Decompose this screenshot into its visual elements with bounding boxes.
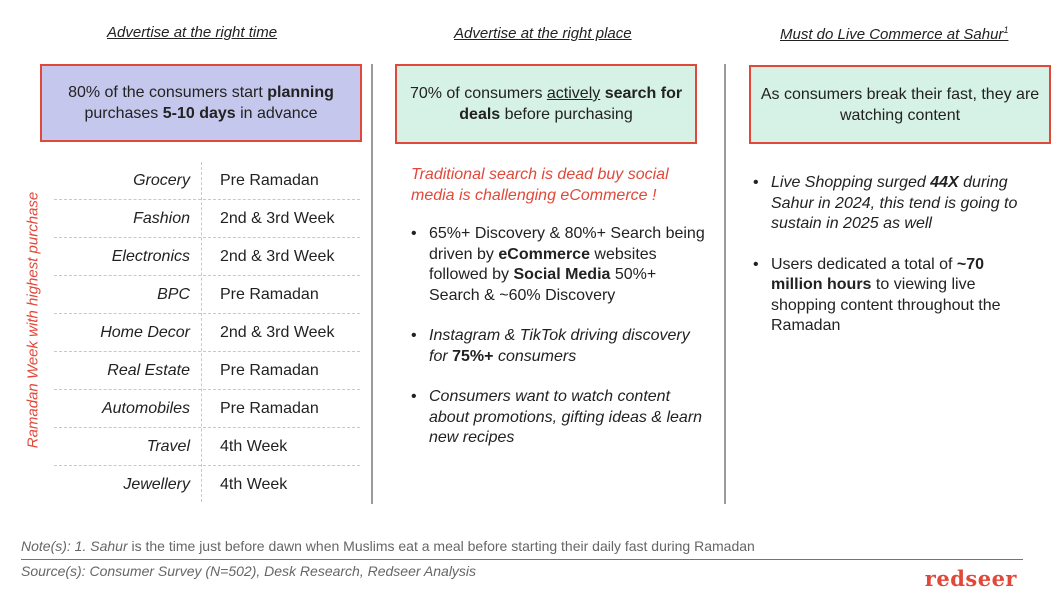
week-cell: Pre Ramadan [220, 400, 319, 417]
column-title-timing: Advertise at the right time [107, 24, 278, 41]
table-row [54, 276, 360, 314]
column-title-live-commerce: Must do Live Commerce at Sahur$^1$ [780, 25, 1009, 43]
placement-bullets [411, 224, 706, 469]
table-row [54, 238, 360, 276]
week-cell: 4th Week [220, 438, 288, 455]
category-cell: Automobiles [101, 400, 190, 417]
list-item: • Consumers want to watch content about promotions, gifting ideas & learn new recipes [411, 387, 706, 449]
week-cell: Pre Ramadan [220, 362, 319, 379]
category-cell: Real Estate [107, 362, 190, 379]
search-highlight-text: Traditional search is dead buy social media is challenging eCommerce ! [411, 166, 669, 204]
table-row [54, 162, 360, 200]
source-note: Source(s): Consumer Survey (N=502), Desk Research, Redseer Analysis [21, 563, 477, 579]
footer-divider [21, 559, 1023, 560]
live-commerce-highlight-box: As consumers break their fast, they are watching content [749, 65, 1051, 144]
table-axis-label: Ramadan Week with highest purchase [24, 191, 42, 449]
list-item: • Instagram & TikTok driving discovery for 75%+ consumers [411, 326, 706, 367]
category-week-table [54, 162, 360, 504]
week-cell: 2nd & 3rd Week [220, 324, 335, 341]
table-row [54, 200, 360, 238]
column-divider [724, 64, 726, 504]
list-item: • 65%+ Discovery & 80%+ Search being driven by eCommerce websites followed by Social Media 50%+ Search & ~60% Discovery [411, 224, 706, 306]
week-cell: Pre Ramadan [220, 286, 319, 303]
week-cell: 2nd & 3rd Week [220, 248, 335, 265]
category-cell: Home Decor [100, 324, 190, 341]
timing-highlight-box: 80% of the consumers start planning purchases 5-10 days in advance [40, 64, 362, 142]
category-cell: BPC [157, 286, 190, 303]
brand-logo: redseer [924, 566, 1017, 591]
table-row [54, 466, 360, 504]
list-item: • Live Shopping surged 44X during Sahur in 2024, this tend is going to sustain in 2025 as well [753, 173, 1033, 235]
category-cell: Travel [146, 438, 190, 455]
placement-highlight-box: 70% of consumers actively search for deals before purchasing [395, 64, 697, 144]
live-commerce-bullets [753, 173, 1033, 357]
category-cell: Jewellery [123, 476, 190, 493]
category-cell: Fashion [133, 210, 190, 227]
table-row [54, 352, 360, 390]
week-cell: Pre Ramadan [220, 172, 319, 189]
footnote: Note(s): 1. Sahur is the time just before dawn when Muslims eat a meal before starting their daily fast during Ramadan [21, 538, 755, 554]
column-divider [371, 64, 373, 504]
column-title-placement: Advertise at the right place [454, 25, 632, 42]
category-cell: Grocery [133, 172, 190, 189]
list-item: • Users dedicated a total of ~70 million hours to viewing live shopping content throughout the Ramadan [753, 255, 1033, 337]
week-cell: 2nd & 3rd Week [220, 210, 335, 227]
table-row [54, 428, 360, 466]
table-row [54, 314, 360, 352]
table-row [54, 390, 360, 428]
week-cell: 4th Week [220, 476, 288, 493]
category-cell: Electronics [111, 248, 190, 265]
